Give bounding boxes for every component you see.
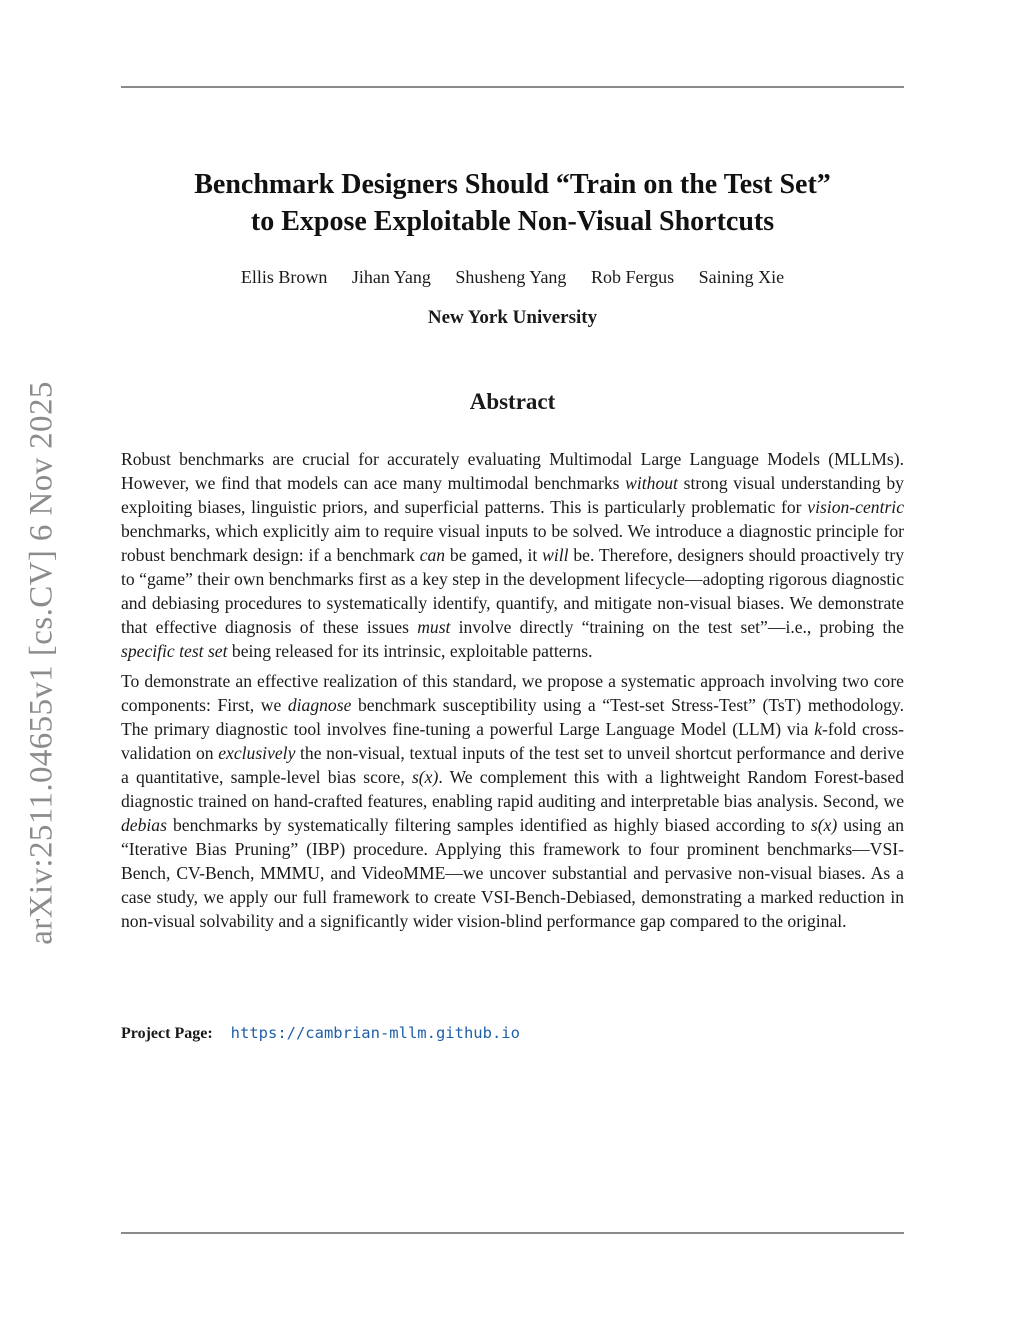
author-list: [121, 266, 904, 288]
abstract-text: using an “Iterative Bias Pruning” (IBP) procedure. Applying this framework to four prominent benchmarks—VSI-Bench, CV-Bench, MMMU, and VideoMME—we uncover substantial and pervasive non-visual biases. As a case study, we apply our full framework to create VSI-Bench-Debiased, demonstrating a marked reduction in non-visual solvability and a significantly wider vision-blind performance gap compared to the original.: [121, 815, 904, 931]
project-page: [121, 1021, 520, 1046]
abstract-text: . We complement this with a lightweight Random Forest-based diagnostic trained on hand-crafted features, enabling rapid auditing and interpretable bias analysis. Second, we: [121, 767, 904, 811]
abstract-paragraph-2: [121, 669, 904, 933]
arxiv-identifier: arXiv:2511.04655v1 [cs.CV] 6 Nov 2025: [23, 381, 60, 945]
paper-title: [121, 166, 904, 240]
abstract-body: [121, 447, 904, 939]
affiliation: New York University: [427, 307, 598, 328]
author-name: Ellis Brown: [240, 267, 328, 287]
abstract-emphasis: diagnose: [287, 695, 352, 715]
abstract-emphasis: can: [419, 545, 446, 565]
abstract-emphasis: must: [417, 617, 451, 637]
abstract-text: benchmarks by systematically filtering samples identified as highly biased according to: [166, 815, 811, 835]
abstract-text: be gamed, it: [445, 545, 543, 565]
author-name: Rob Fergus: [590, 267, 675, 287]
title-line-2: to Expose Exploitable Non-Visual Shortcuts: [250, 206, 775, 237]
abstract-emphasis: without: [625, 473, 678, 493]
abstract-emphasis: s(x): [810, 815, 838, 835]
bottom-rule: [121, 1232, 904, 1234]
abstract-text: To demonstrate an effective realization of this standard, we propose a systematic approach involving two core components: First, we: [121, 671, 904, 715]
top-rule: [121, 86, 904, 88]
abstract-emphasis: debias: [121, 815, 167, 835]
author-name: Shusheng Yang: [455, 267, 567, 287]
abstract-emphasis: specific test set: [121, 641, 228, 661]
abstract-text: strong visual understanding by exploiting biases, linguistic priors, and superficial patterns. This is particularly problematic for: [121, 473, 904, 517]
abstract-text: the non-visual, textual inputs of the test set to unveil shortcut performance and derive a quantitative, sample-level bias score,: [121, 743, 904, 787]
abstract-emphasis: k: [814, 719, 823, 739]
abstract-emphasis: s(x): [411, 767, 439, 787]
abstract-text: benchmarks, which explicitly aim to require visual inputs to be solved. We introduce a diagnostic principle for robust benchmark design: if a benchmark: [121, 521, 904, 565]
abstract-emphasis: will: [542, 545, 569, 565]
abstract-text: Robust benchmarks are crucial for accurately evaluating Multimodal Large Language Models (MLLMs). However, we find that models can ace many multimodal benchmarks: [121, 449, 904, 493]
abstract-text: -fold cross-validation on: [121, 719, 905, 763]
abstract-heading: Abstract: [469, 389, 556, 414]
abstract-text: benchmark susceptibility using a “Test-set Stress-Test” (TsT) methodology. The primary diagnostic tool involves fine-tuning a powerful Large Language Model (LLM) via: [121, 695, 904, 739]
abstract-emphasis: vision-centric: [807, 497, 904, 517]
project-page-label: Project Page:: [121, 1025, 213, 1042]
author-name: Jihan Yang: [351, 267, 431, 287]
abstract-text: be. Therefore, designers should proactively try to “game” their own benchmarks first as a key step in the development lifecycle—adopting rigorous diagnostic and debiasing procedures to systematically identify, quantify, and mitigate non-visual biases. We demonstrate that effective diagnosis of these issues: [121, 545, 904, 637]
project-page-link[interactable]: https://cambrian-mllm.github.io: [230, 1024, 520, 1042]
abstract-paragraph-1: [121, 447, 904, 663]
abstract-emphasis: exclusively: [218, 743, 296, 763]
abstract-text: being released for its intrinsic, exploitable patterns.: [227, 641, 593, 661]
title-line-1: Benchmark Designers Should “Train on the Test Set”: [194, 169, 831, 200]
author-name: Saining Xie: [698, 267, 785, 287]
abstract-text: involve directly “training on the test set”—i.e., probing the: [450, 617, 904, 637]
